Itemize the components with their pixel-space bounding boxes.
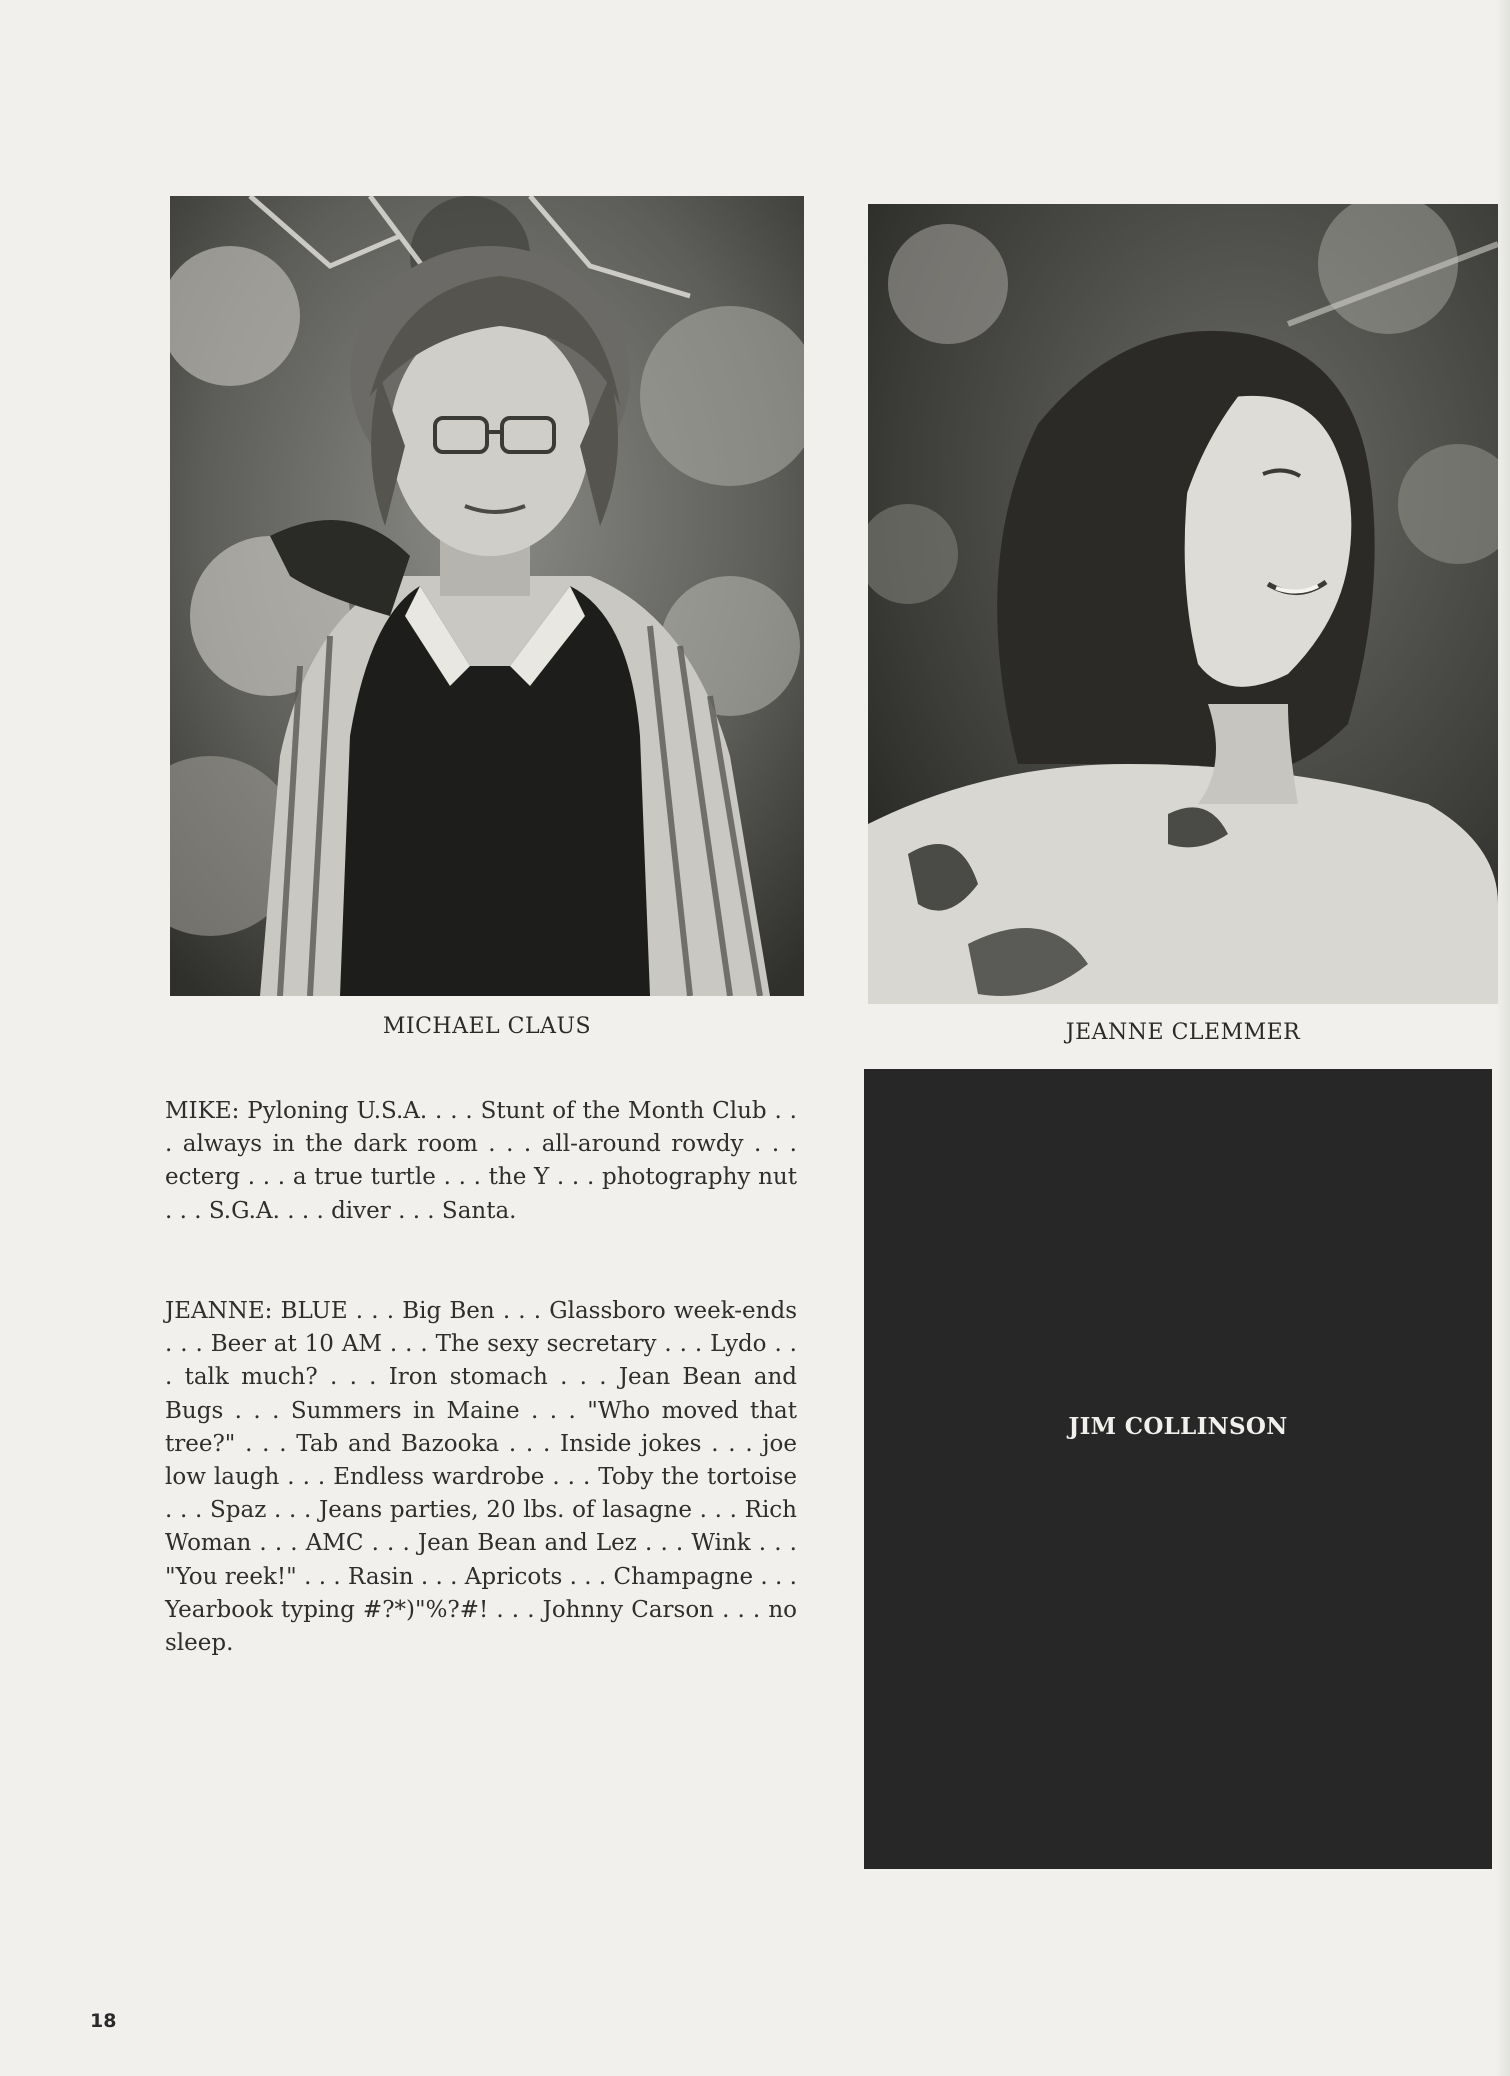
- portrait-jeanne-clemmer: [868, 204, 1498, 1004]
- blurb-mike: MIKE: Pyloning U.S.A. . . . Stunt of the Month Club . . . always in the dark room . . . all-around rowdy . . . ecterg . . . a true turtle . . . the Y . . . photography nut . . . S.G.A. . . . diver . . . Santa.: [165, 1098, 797, 1224]
- page-edge-shadow: [1496, 0, 1510, 2076]
- page-number: 18: [90, 2010, 117, 2032]
- caption-jeanne-clemmer: JEANNE CLEMMER: [1065, 1020, 1301, 1045]
- photo-placeholder-jim-collinson: [864, 1069, 1492, 1869]
- caption-jim-collinson: JIM COLLINSON: [1068, 1413, 1288, 1440]
- blurb-jeanne: JEANNE: BLUE . . . Big Ben . . . Glassboro week-ends . . . Beer at 10 AM . . . The sexy secretary . . . Lydo . . . talk much? . . . Iron stomach . . . Jean Bean and Bugs . . . Summers in Maine . . . "Who moved that tree?" . . . Tab and Bazooka . . . Inside jokes . . . joe low laugh . . . Endless wardrobe . . . Toby the tortoise . . . Spaz . . . Jeans parties, 20 lbs. of lasagne . . . Rich Woman . . . AMC . . . Jean Bean and Lez . . . Wink . . . "You reek!" . . . Rasin . . . Apricots . . . Champagne . . . Yearbook typing #?*)"%?#! . . . Johnny Carson . . . no sleep.: [165, 1298, 797, 1657]
- caption-michael-claus: MICHAEL CLAUS: [382, 1014, 592, 1039]
- portrait-michael-claus: [170, 196, 804, 996]
